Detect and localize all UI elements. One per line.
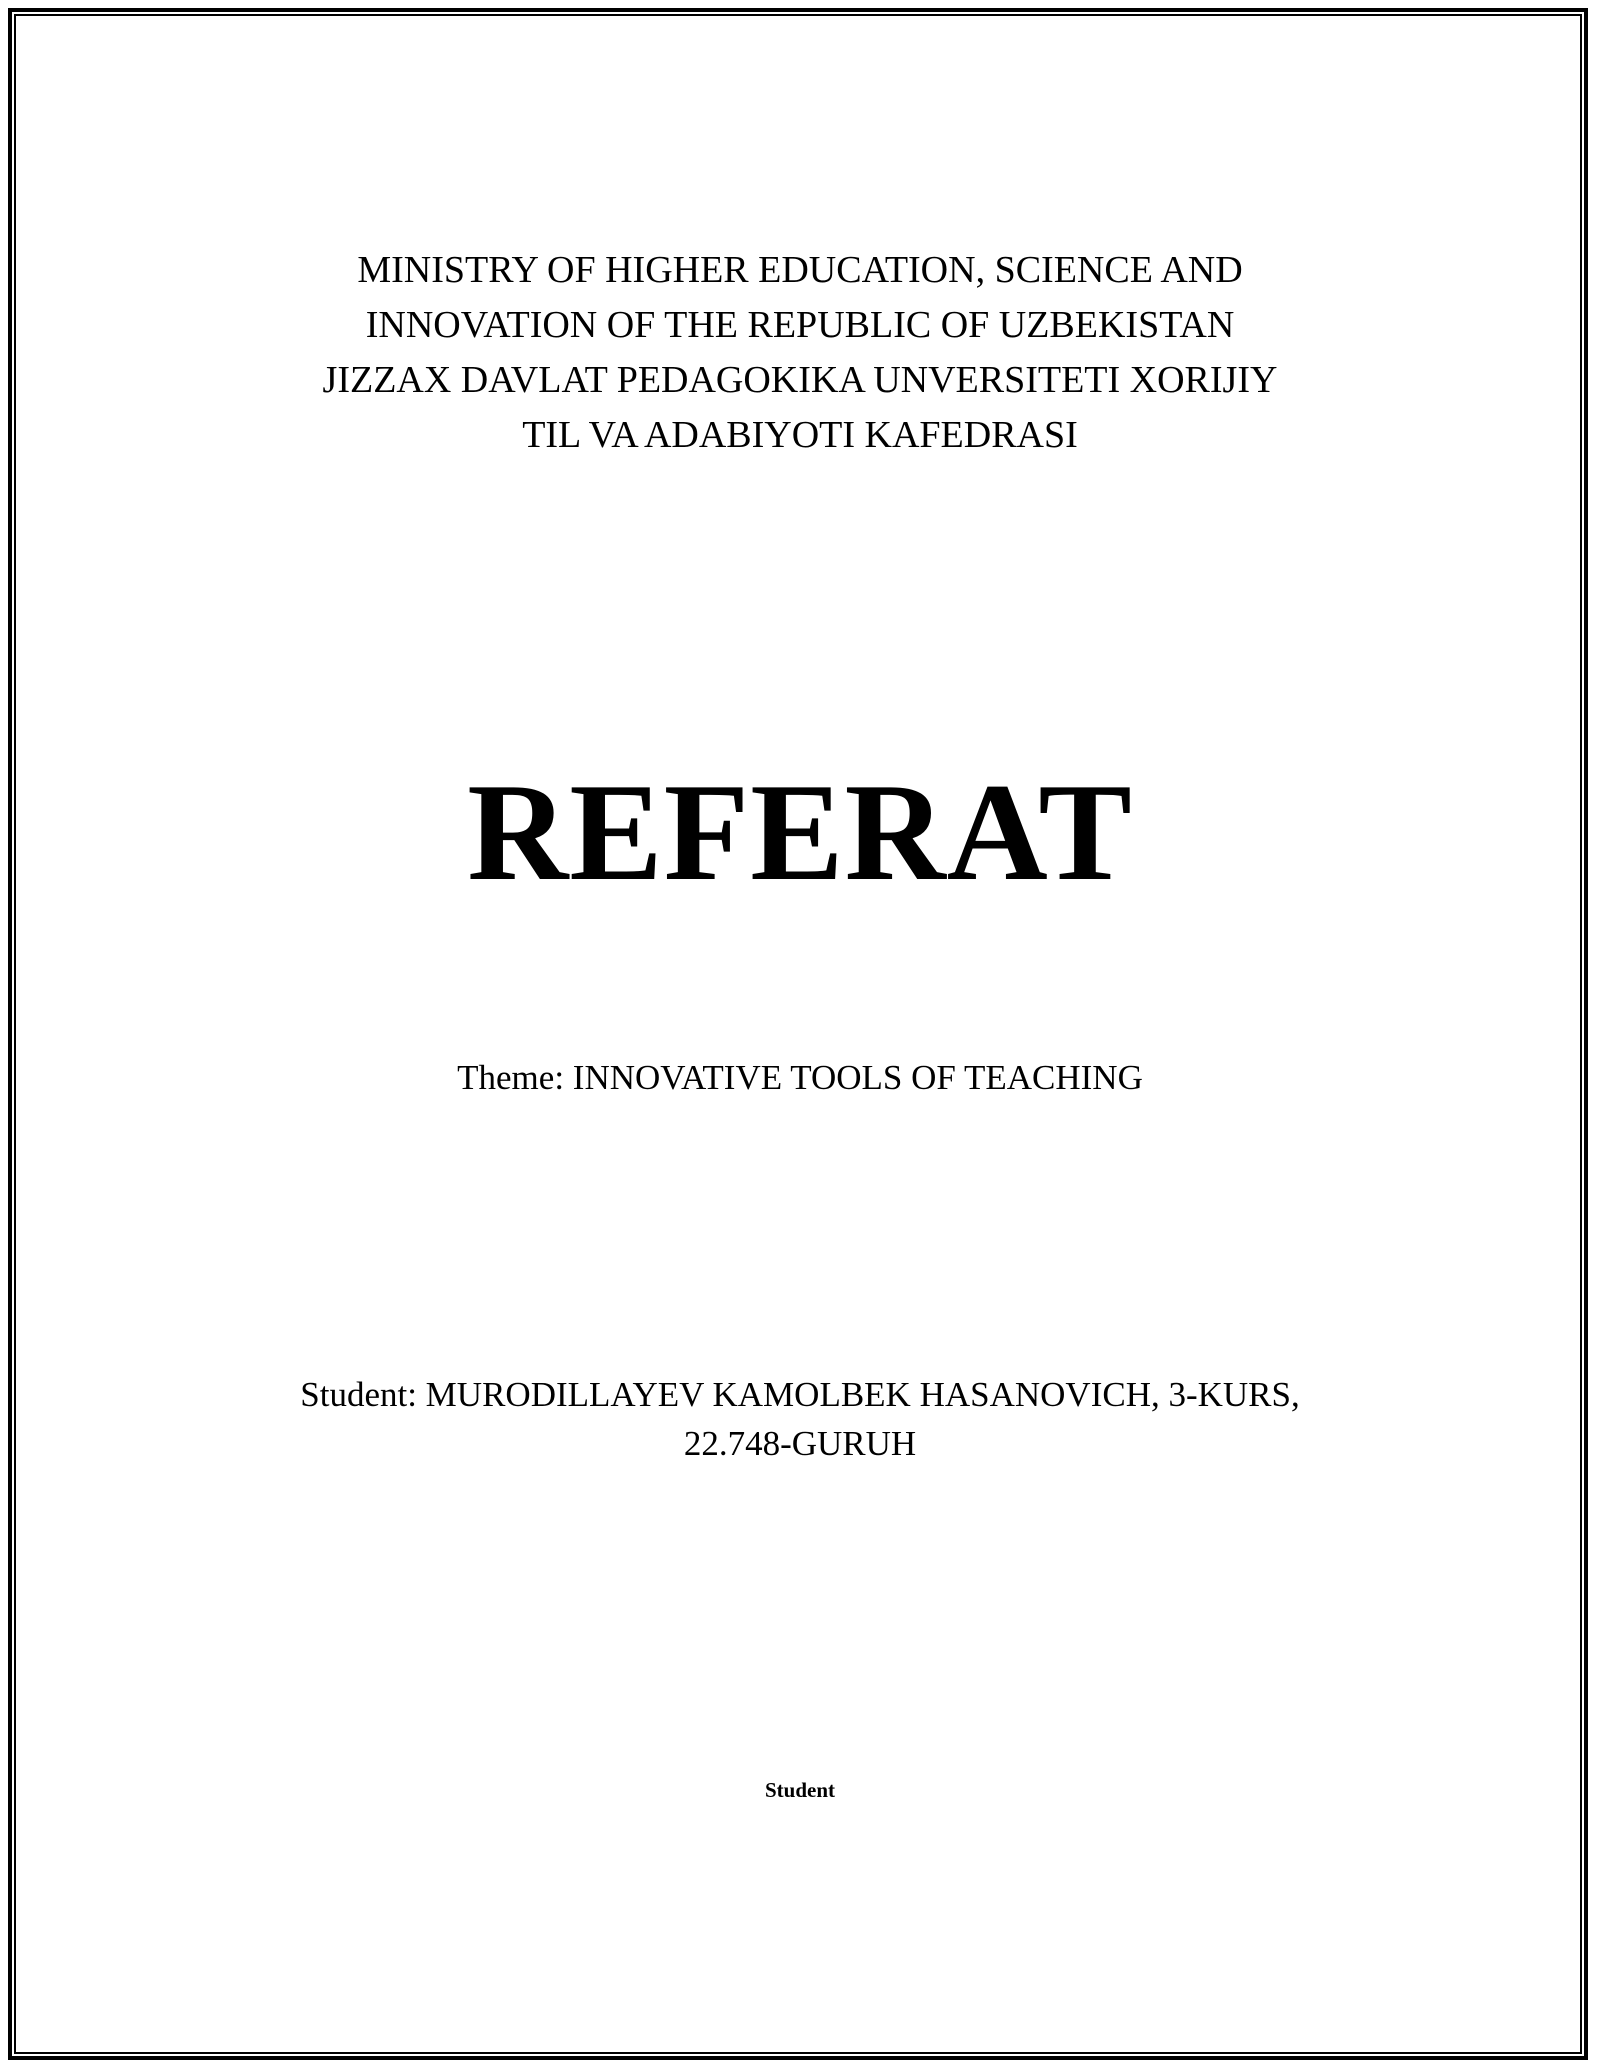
student-name-line: Student: MURODILLAYEV KAMOLBEK HASANOVICH, 3-KURS, xyxy=(300,1375,1300,1414)
theme-line: Theme: INNOVATIVE TOOLS OF TEACHING xyxy=(457,1058,1143,1097)
student-info xyxy=(0,1370,1600,1468)
header-line-university: JIZZAX DAVLAT PEDAGOKIKA UNVERSITETI XORIJIY xyxy=(322,359,1278,401)
footer-student-label: Student xyxy=(764,1778,836,1802)
header-line-republic: INNOVATION OF THE REPUBLIC OF UZBEKISTAN xyxy=(365,304,1235,346)
institution-header xyxy=(0,243,1600,463)
header-line-ministry: MINISTRY OF HIGHER EDUCATION, SCIENCE AND xyxy=(357,249,1243,291)
header-line-department: TIL VA ADABIYOTI KAFEDRASI xyxy=(522,414,1078,456)
student-group-line: 22.748-GURUH xyxy=(683,1424,917,1463)
document-title: REFERAT xyxy=(467,755,1133,910)
